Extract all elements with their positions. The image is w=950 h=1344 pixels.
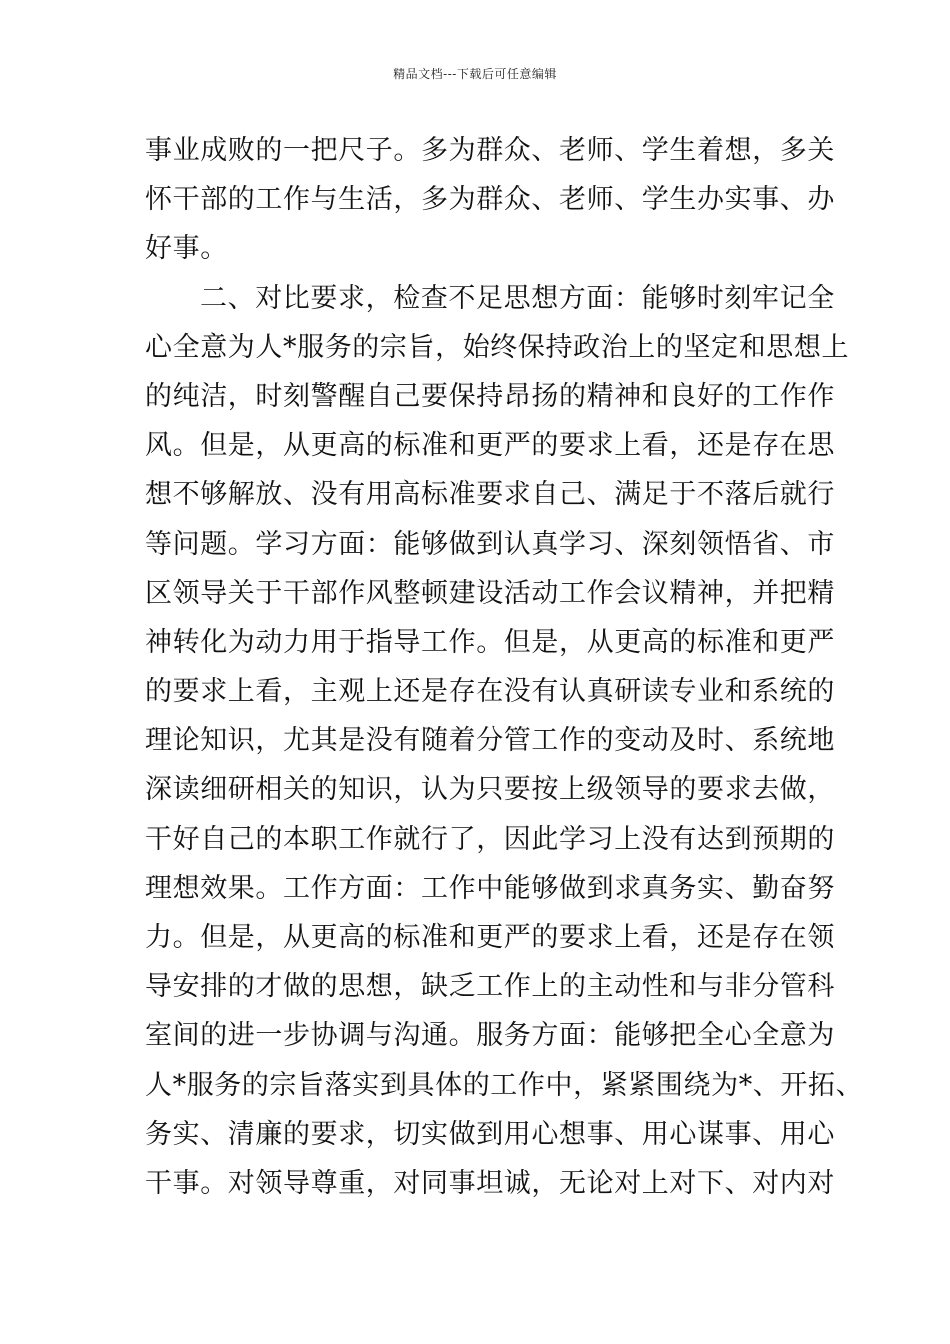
text-line: 理论知识，尤其是没有随着分管工作的变动及时、系统地 [145, 725, 835, 757]
text-line: 等问题。学习方面：能够做到认真学习、深刻领悟省、市 [145, 528, 835, 560]
text-line: 干好自己的本职工作就行了，因此学习上没有达到预期的 [145, 823, 835, 855]
text-line: 事业成败的一把尺子。多为群众、老师、学生着想，多关 [145, 135, 835, 166]
text-line: 的纯洁，时刻警醒自己要保持昂扬的精神和良好的工作作 [145, 380, 835, 412]
text-line: 神转化为动力用于指导工作。但是，从更高的标准和更严 [145, 626, 835, 658]
text-line: 心全意为人*服务的宗旨，始终保持政治上的坚定和思想上 [145, 331, 850, 363]
text-line: 力。但是，从更高的标准和更严的要求上看，还是存在领 [145, 922, 835, 953]
page-header: 精品文档---下载后可任意编辑 [393, 67, 557, 81]
text-line: 好事。 [145, 233, 228, 265]
text-line: 风。但是，从更高的标准和更严的要求上看，还是存在思 [145, 430, 835, 462]
text-line: 深读细研相关的知识，认为只要按上级领导的要求去做， [145, 774, 835, 806]
text-line: 想不够解放、没有用高标准要求自己、满足于不落后就行 [145, 479, 835, 511]
body-text [145, 126, 864, 1208]
text-line: 理想效果。工作方面：工作中能够做到求真务实、勤奋努 [145, 872, 835, 904]
text-line: 怀干部的工作与生活，多为群众、老师、学生办实事、办 [145, 184, 835, 216]
text-line: 区领导关于干部作风整顿建设活动工作会议精神，并把精 [145, 577, 835, 609]
text-line: 干事。对领导尊重，对同事坦诚，无论对上对下、对内对 [145, 1167, 835, 1199]
text-line: 导安排的才做的思想，缺乏工作上的主动性和与非分管科 [145, 971, 835, 1003]
paragraph-start-line: 二、对比要求，检查不足思想方面：能够时刻牢记全 [200, 282, 835, 314]
text-line: 的要求上看，主观上还是存在没有认真研读专业和系统的 [145, 676, 835, 708]
text-line: 务实、清廉的要求，切实做到用心想事、用心谋事、用心 [145, 1118, 835, 1150]
text-line: 人*服务的宗旨落实到具体的工作中，紧紧围绕为*、开拓、 [145, 1069, 864, 1101]
text-line: 室间的进一步协调与沟通。服务方面：能够把全心全意为 [145, 1020, 835, 1052]
